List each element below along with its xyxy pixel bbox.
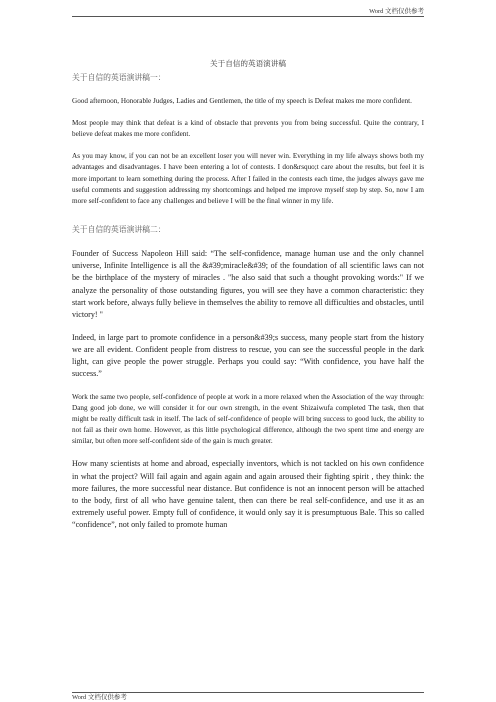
paragraph: As you may know, if you can not be an excellent loser you will never win. Everything in my life always shows both my advantages and disadvantages. I have been entering a lot of contests. I don&rsquo;t care about the results, but feel it is more important to learn something during the process. After I failed in the contests each time, the judges always gave me useful comments and suggestion addressing my shortcomings and helped me improve myself step by step. So, now I am more self-confident to face any challenges and believe I will be the final winner in my life.	[72, 152, 424, 205]
page-footer: Word 文档仅供参考	[72, 694, 127, 701]
document-body	[72, 58, 424, 542]
section-1-heading: 关于自信的英语演讲稿一：	[72, 72, 166, 82]
section-2-heading: 关于自信的英语演讲稿二：	[72, 225, 166, 235]
paragraph: Most people may think that defeat is a kind of obstacle that prevents you from being successful. Quite the contrary, I believe defeat makes me more confident.	[72, 119, 424, 139]
paragraph: Work the same two people, self-confidence of people at work in a more relaxed when the Association of the way through: Dang good job done, we will consider it for our own strength, in the event Shizaiwufa completed The task, then that might be really difficult task in itself. The lack of self-confidence of people will bring success to good luck, the ability to not fail as their own home. However, as this little psychological difference, although the two spent time and energy are similar, but often more self-confident side of the gain is much greater.	[72, 392, 424, 446]
page-header: Word 文档仅供参考	[369, 8, 424, 15]
paragraph: Founder of Success Napoleon Hill said: “The self-confidence, manage human use and the only channel universe, Infinite Intelligence is all the &#39;miracle&#39; of the foundation of all scientific laws can not be the birthplace of the mystery of miracles . "he also said that such a thought provoking words:" If we analyze the personality of those outstanding figures, you will see they have a common characteristic: they start work before, always fully believe in themselves the ability to remove all difficulties and obstacles, until victory! "	[72, 249, 424, 319]
document-title: 关于自信的英语演讲稿	[210, 59, 286, 68]
header-rule	[72, 16, 424, 17]
paragraph: Indeed, in large part to promote confidence in a person&#39;s success, many people start from the history we are all evident. Confident people from distress to rescue, you can see the successful people in the dark light, can give people the power struggle. Perhaps you could say: “With confidence, you have half the success.”	[72, 333, 424, 379]
paragraph: How many scientists at home and abroad, especially inventors, which is not tackled on his own confidence in what the project? Will fail again and again again and again aroused their fighting spirit , they think: the more failures, the more successful near distance. But confidence is not an innocent person will be attached to the body, first of all who have genuine talent, then can there be real self-confidence, and use it as an extremely useful power. Empty full of confidence, it would only say it is presumptuous Bale. This so called “confidence”, not only failed to promote human	[72, 459, 424, 530]
paragraph: Good afternoon, Honorable Judges, Ladies and Gentlemen, the title of my speech is Defeat makes me more confident.	[72, 96, 412, 105]
